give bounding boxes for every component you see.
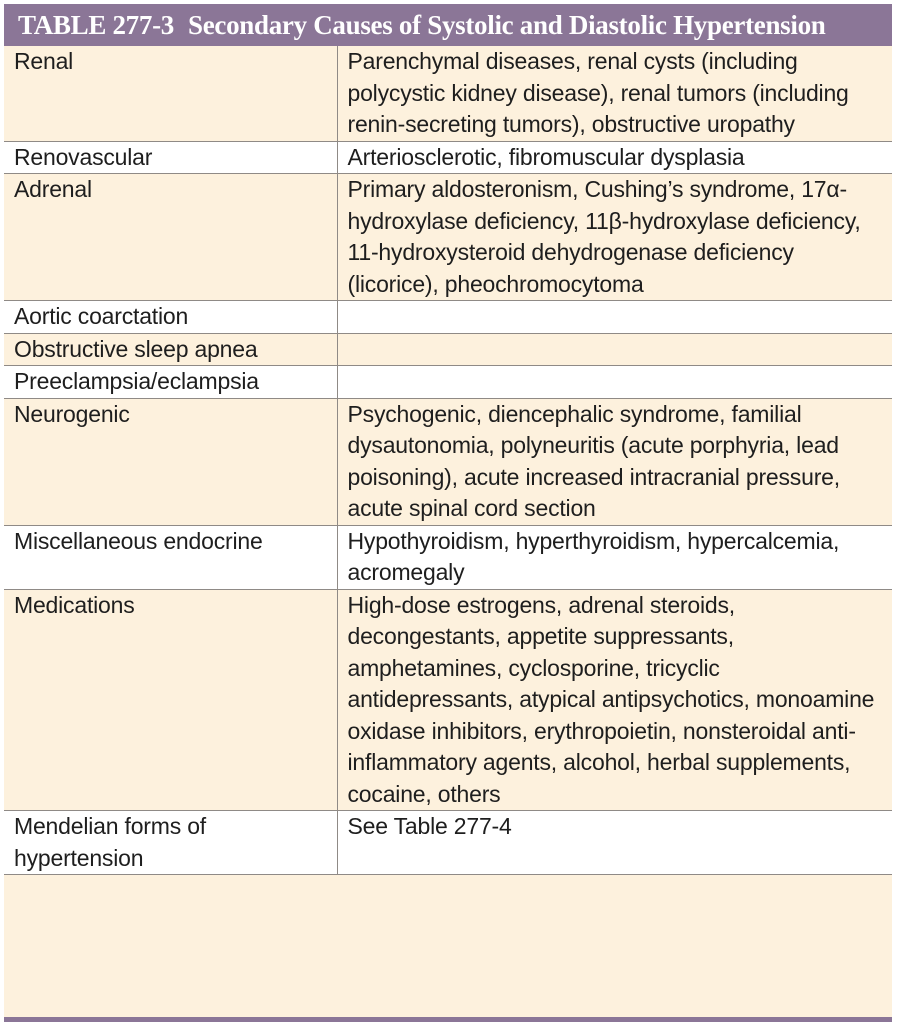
table-title-bar	[4, 4, 892, 46]
table-277-3	[4, 4, 892, 1022]
table-row	[4, 589, 892, 811]
table-row	[4, 301, 892, 334]
table-row	[4, 525, 892, 589]
table-row	[4, 174, 892, 301]
row-causes: See Table 277-4	[337, 811, 892, 875]
table-row	[4, 46, 892, 141]
row-causes	[337, 366, 892, 399]
table-row	[4, 366, 892, 399]
row-causes	[337, 301, 892, 334]
row-causes	[337, 333, 892, 366]
row-causes: Primary aldosteronism, Cushing’s syndrome, 17α-hydroxylase deficiency, 11β-hydroxylase deficiency, 11-hydroxysteroid dehydrogenase deficiency (licorice), pheochromocytoma	[337, 174, 892, 301]
row-causes: Parenchymal diseases, renal cysts (including polycystic kidney disease), renal tumors (including renin-secreting tumors), obstructive uropathy	[337, 46, 892, 141]
row-category: Preeclampsia/eclampsia	[4, 366, 337, 399]
row-causes: Arteriosclerotic, fibromuscular dysplasia	[337, 141, 892, 174]
row-category: Neurogenic	[4, 398, 337, 525]
row-category: Renal	[4, 46, 337, 141]
table-row	[4, 811, 892, 875]
row-category: Aortic coarctation	[4, 301, 337, 334]
table-row	[4, 398, 892, 525]
table-title: Secondary Causes of Systolic and Diastolic Hypertension	[187, 9, 826, 40]
row-causes: High-dose estrogens, adrenal steroids, decongestants, appetite suppressants, amphetamines, cyclosporine, tricyclic antidepressants, atypical antipsychotics, monoamine oxidase inhibitors, erythropoietin, nonsteroidal anti-inflammatory agents, alcohol, herbal supplements, cocaine, others	[337, 589, 892, 811]
row-category: Renovascular	[4, 141, 337, 174]
row-category: Adrenal	[4, 174, 337, 301]
table-row	[4, 141, 892, 174]
causes-table	[4, 46, 892, 875]
table-label: TABLE 277-3	[18, 9, 174, 40]
row-category: Miscellaneous endocrine	[4, 525, 337, 589]
row-causes: Hypothyroidism, hyperthyroidism, hypercalcemia, acromegaly	[337, 525, 892, 589]
table-row	[4, 333, 892, 366]
row-category: Mendelian forms of hypertension	[4, 811, 337, 875]
row-category: Medications	[4, 589, 337, 811]
row-causes: Psychogenic, diencephalic syndrome, familial dysautonomia, polyneuritis (acute porphyria, lead poisoning), acute increased intracranial pressure, acute spinal cord section	[337, 398, 892, 525]
row-category: Obstructive sleep apnea	[4, 333, 337, 366]
table-bottom-rule	[4, 1017, 892, 1022]
